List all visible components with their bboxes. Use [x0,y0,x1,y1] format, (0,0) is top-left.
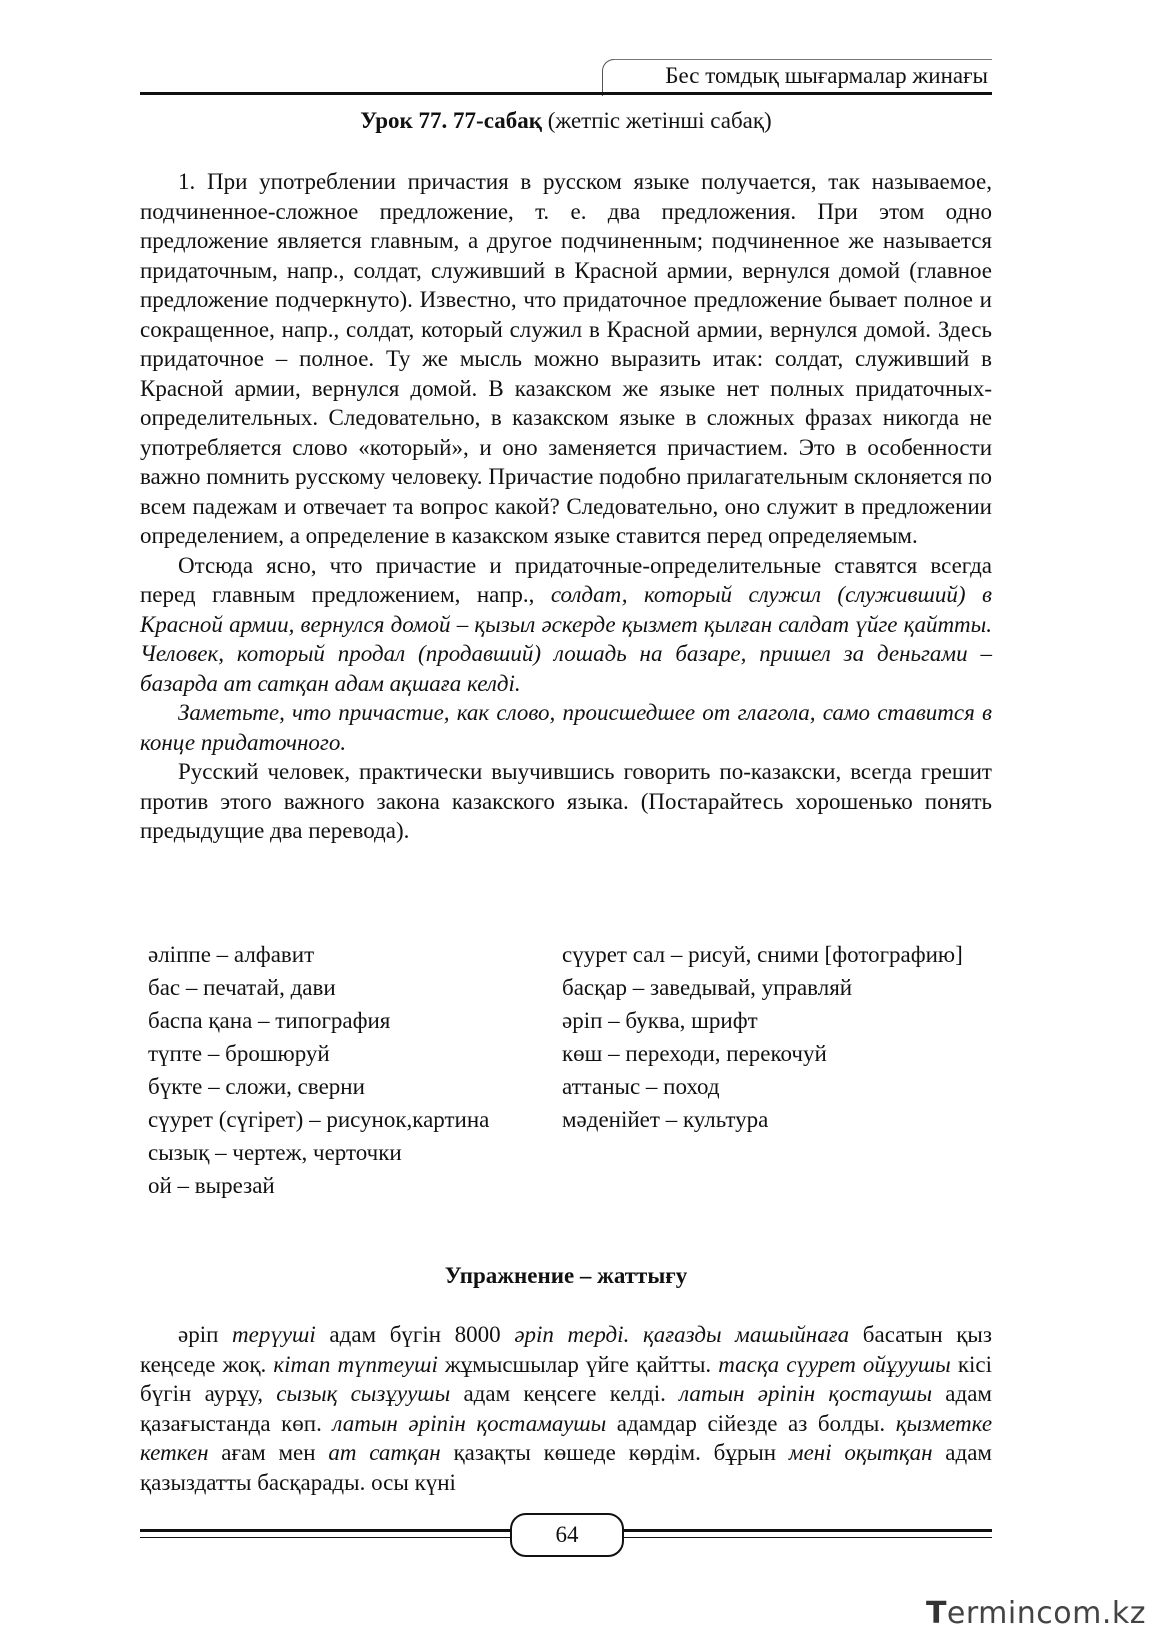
vocab-left: баспа қана – типография [148,1008,391,1033]
exercise-italic-segment: латын әріпін қостамаушы [332,1410,607,1436]
exercise-plain-segment: адам бүгін 8000 [315,1322,515,1347]
exercise-plain-segment: әріп [178,1322,233,1347]
exercise-italic-segment: ат сатқан [328,1440,441,1465]
site-watermark [926,1596,1146,1631]
exercise-italic-segment: латын әріпін қостаушы [679,1381,933,1406]
vocab-left: түпте – брошюруй [148,1041,330,1066]
vocab-row [148,1138,992,1167]
vocab-right [562,1171,992,1200]
paragraph-2-italic: солдат, который служил (служивший) в Красной армии, вернулся домой – қызыл әскерде қызмет қылған салдат үйге қайтты. Человек, который продал (продавший) лошадь на базаре, пришел за деньгами – базарда ат сатқан адам ақшаға келді. [140,582,992,696]
vocab-left: сүурет (сүгірет) – рисунок,картина [148,1107,490,1132]
exercise-plain-segment: ағам мен [208,1440,329,1465]
exercise-italic-segment: терүуші [232,1322,316,1347]
exercise-italic-segment: сызық сызұуушы [276,1381,451,1406]
vocab-right: көш – переходи, перекочуй [562,1041,827,1066]
footer-rule-left-thin [140,1537,510,1538]
exercise-plain-segment: кісі бүгін аурұу, [140,1351,993,1406]
vocab-row [148,1105,992,1134]
vocab-left: әліппе – алфавит [148,942,315,967]
page-number: 64 [510,1513,624,1557]
exercise-plain-segment: адам кеңсеге келді. [450,1381,680,1406]
vocab-left: бас – печатай, дави [148,975,336,1000]
vocab-row [148,1006,992,1035]
exercise-italic-segment: тасқа сүурет ойұуушы [718,1351,951,1377]
header-title: Бес томдық шығармалар жинағы [665,63,988,88]
paragraph-1: 1. При употреблении причастия в русском языке получается, так называемое, подчиненное-сложное предложение, т. е. два предложения. При этом одно предложение является главным, а другое подчиненным; подчиненное же называется придаточным, напр., солдат, служивший в Красной армии, вернулся домой (главное предложение подчеркнуто). Известно, что придаточное предложение бывает полное и сокращенное, напр., солдат, который служил в Красной армии, вернулся домой. Здесь придаточное – полное. Ту же мысль можно выразить итак: солдат, служивший в Красной армии, вернулся домой. В казакском же языке нет полных придаточных-определительных. Следовательно, в казакском языке в сложных фразах никогда не употребляется слово «который», и оно заменяется причастием. Это в особенности важно помнить русскому человеку. Причастие подобно прилагательным склоняется по всем падежам и отвечает та вопрос какой? Следовательно, оно служит в предложении определением, а определение в казакском языке ставится перед определяемым. [140,169,992,548]
header-rule [140,92,992,95]
page-footer [140,1513,992,1557]
footer-rule-left [140,1529,510,1532]
vocab-right: сүурет сал – рисуй, сними [фотографию] [562,942,963,967]
running-header [140,55,992,95]
exercise-italic-segment: кітап түптеуші [273,1351,438,1377]
watermark-initial: T [925,1596,947,1631]
paragraph-2 [140,551,992,699]
vocab-right [562,1138,992,1167]
vocab-right: басқар – заведывай, управляй [562,975,853,1000]
vocab-left: бүкте – сложи, сверни [148,1074,365,1099]
vocab-right: мәденійет – культура [562,1107,769,1132]
vocab-row [148,1039,992,1068]
footer-rule-right [620,1529,992,1532]
header-bracket-decoration [602,59,615,96]
paragraph-4: Русский человек, практически выучившись говорить по-казакски, всегда грешит против этого важного закона казакского языка. (Постарайтесь хорошенько понять предыдущие два перевода). [140,759,992,843]
vocab-left: ой – вырезай [148,1173,275,1198]
exercise-plain-segment: басатын қыз кеңседе жоқ. [140,1322,992,1377]
footer-rule-right-thin [620,1537,992,1538]
lesson-title-bold: Урок 77. 77-сабақ [360,108,542,133]
vocab-row [148,1072,992,1101]
vocab-row [148,940,992,969]
watermark-rest: ermincom.kz [946,1596,1146,1631]
exercise-paragraph [140,1320,992,1497]
exercise-italic-segment: қызметке кеткен [140,1410,993,1465]
exercise-italic-segment: әріп терді. қағазды машыйнаға [514,1322,850,1347]
vocab-row [148,973,992,1002]
exercise-plain-segment: адамдар сійезде аз болды. [606,1410,896,1436]
body-text [140,167,992,846]
vocab-row [148,1171,992,1200]
exercise-text [140,1320,992,1497]
paragraph-3 [140,698,992,757]
header-thin-line [614,59,992,60]
vocab-right: аттаныс – поход [562,1074,720,1099]
exercise-plain-segment: қазақты көшеде көрдім. бұрын [440,1440,789,1465]
vocab-left: сызық – чертеж, черточки [148,1140,402,1165]
paragraph-2-plain: Отсюда ясно, что причастие и придаточные-определительные ставятся всегда перед главным предложением, напр., [140,552,992,607]
exercise-title: Упражнение – жаттығу [444,1263,688,1288]
exercise-italic-segment: мені оқытқан [788,1440,933,1465]
lesson-title-rest: (жетпіс жетінші сабақ) [541,108,772,133]
vocabulary-list [148,940,992,1204]
paragraph-3-italic: Заметьте, что причастие, как слово, происшедшее от глагола, само ставится в конце придаточного. [140,700,992,755]
exercise-plain-segment: адам қазағыстанда көп. [140,1381,992,1436]
exercise-plain-segment: жұмысшылар үйге қайтты. [437,1351,719,1377]
vocab-right: әріп – буква, шрифт [562,1008,758,1033]
lesson-title [140,108,992,134]
exercise-plain-segment: адам қазыздатты басқарады. осы күні [140,1440,992,1495]
